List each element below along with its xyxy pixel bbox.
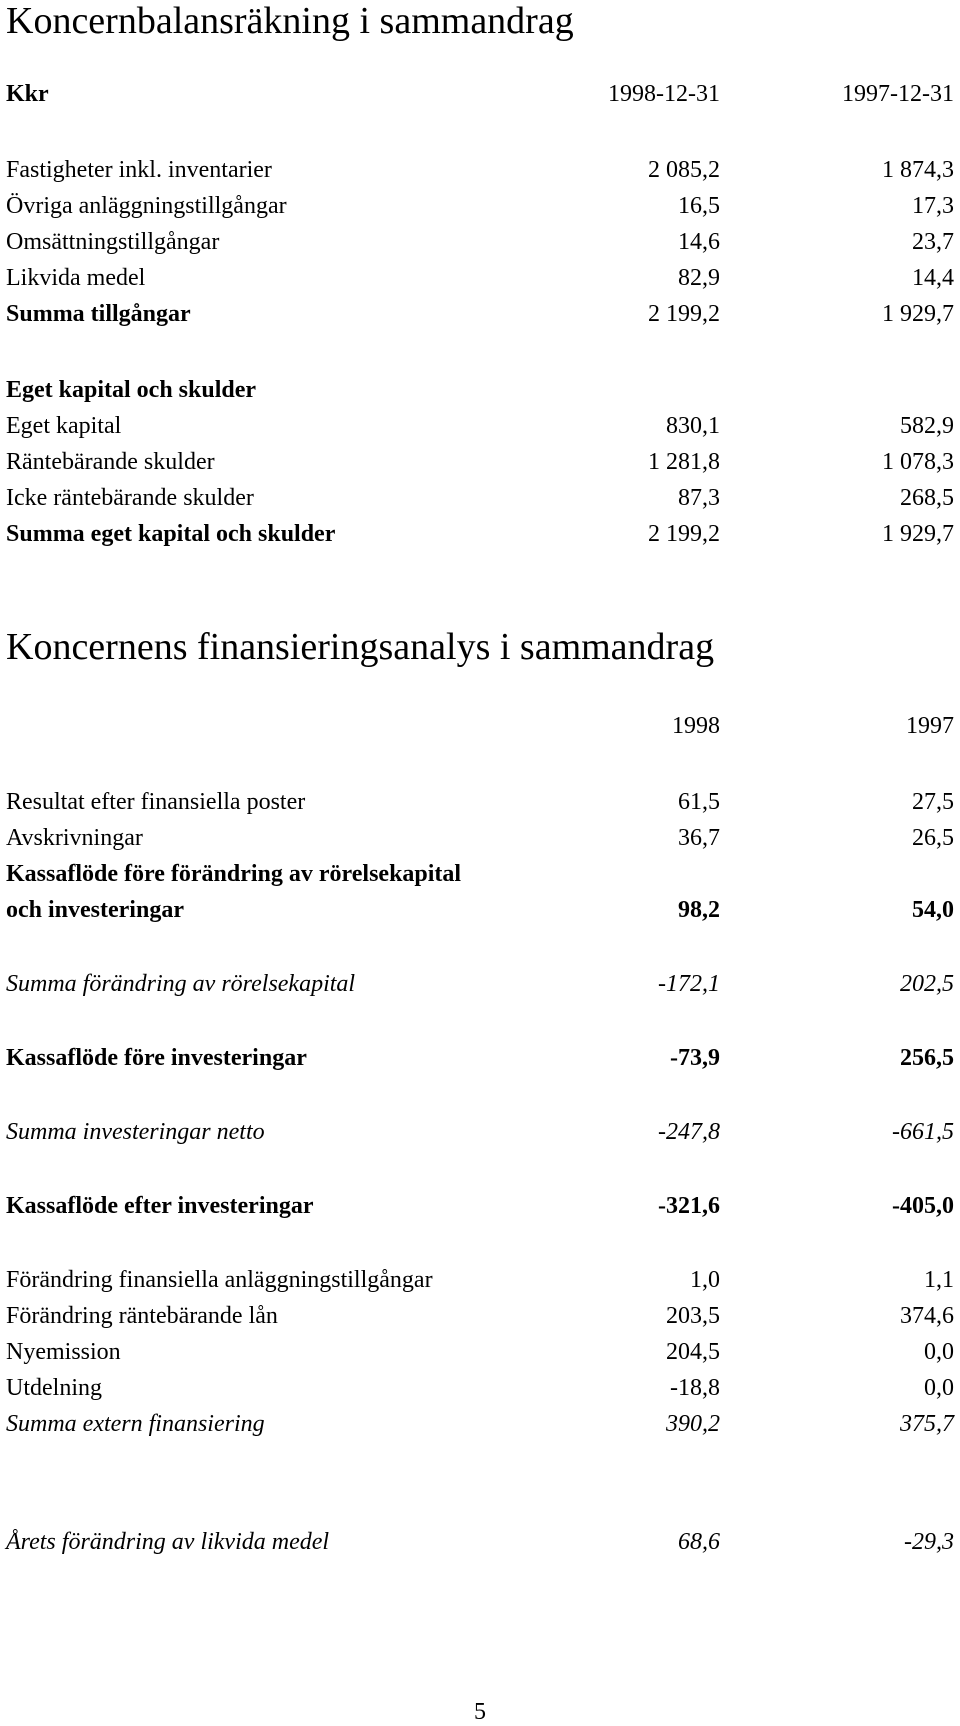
balance-header-row bbox=[0, 76, 960, 112]
row-label: Eget kapital och skulder bbox=[6, 377, 257, 403]
row-value-1997: -29,3 bbox=[904, 1529, 954, 1555]
row-label: Eget kapital bbox=[6, 413, 122, 439]
cashflow-column-1997: 1997 bbox=[906, 713, 954, 739]
row-value-1998: 16,5 bbox=[678, 193, 720, 219]
row-value-1997: 26,5 bbox=[912, 825, 954, 851]
row-label: Utdelning bbox=[6, 1375, 102, 1401]
cashflow-column-1998: 1998 bbox=[672, 713, 720, 739]
row-value-1997: 1 078,3 bbox=[882, 449, 954, 475]
row-value-1997: 14,4 bbox=[912, 265, 954, 291]
sum-row bbox=[0, 1406, 960, 1442]
table-row bbox=[0, 820, 960, 856]
row-value-1998: 830,1 bbox=[666, 413, 720, 439]
row-value-1997: 27,5 bbox=[912, 789, 954, 815]
row-value-1998: 82,9 bbox=[678, 265, 720, 291]
sum-row bbox=[0, 1524, 960, 1560]
row-value-1998: 1 281,8 bbox=[648, 449, 720, 475]
section-subheading bbox=[0, 372, 960, 408]
row-label: Nyemission bbox=[6, 1339, 121, 1365]
row-value-1998: -73,9 bbox=[670, 1045, 720, 1071]
row-value-1997: -405,0 bbox=[892, 1193, 954, 1219]
table-row bbox=[0, 444, 960, 480]
row-label: Summa investeringar netto bbox=[6, 1119, 265, 1145]
row-label: Räntebärande skulder bbox=[6, 449, 215, 475]
row-value-1997: 0,0 bbox=[924, 1339, 954, 1365]
table-row bbox=[0, 260, 960, 296]
row-value-1998: 390,2 bbox=[666, 1411, 720, 1437]
total-row bbox=[0, 296, 960, 332]
table-row bbox=[0, 1334, 960, 1370]
row-label: Omsättningstillgångar bbox=[6, 229, 220, 255]
row-label: Årets förändring av likvida medel bbox=[6, 1529, 330, 1555]
cashflow-header-row bbox=[0, 708, 960, 744]
row-label: Summa eget kapital och skulder bbox=[6, 521, 336, 547]
row-label: och investeringar bbox=[6, 897, 184, 923]
cashflow-title: Koncernens finansieringsanalys i sammandrag bbox=[6, 626, 715, 668]
row-value-1997: 582,9 bbox=[900, 413, 954, 439]
subtotal-row bbox=[0, 856, 960, 892]
subtotal-row bbox=[0, 1188, 960, 1224]
row-value-1998: -18,8 bbox=[670, 1375, 720, 1401]
row-value-1997: 1 874,3 bbox=[882, 157, 954, 183]
row-value-1997: -661,5 bbox=[892, 1119, 954, 1145]
row-value-1998: 203,5 bbox=[666, 1303, 720, 1329]
subtotal-row bbox=[0, 892, 960, 928]
row-label: Likvida medel bbox=[6, 265, 146, 291]
row-value-1998: 14,6 bbox=[678, 229, 720, 255]
balance-column-1998: 1998-12-31 bbox=[608, 81, 720, 107]
table-row bbox=[0, 224, 960, 260]
row-label: Kassaflöde efter investeringar bbox=[6, 1193, 314, 1219]
row-value-1997: 1,1 bbox=[924, 1267, 954, 1293]
row-label: Förändring finansiella anläggningstillgångar bbox=[6, 1267, 433, 1293]
sum-row bbox=[0, 966, 960, 1002]
row-value-1998: -247,8 bbox=[658, 1119, 720, 1145]
row-value-1997: 375,7 bbox=[900, 1411, 954, 1437]
table-row bbox=[0, 1298, 960, 1334]
row-label: Summa tillgångar bbox=[6, 301, 191, 327]
row-value-1997: 1 929,7 bbox=[882, 521, 954, 547]
row-value-1997: 268,5 bbox=[900, 485, 954, 511]
row-label: Fastigheter inkl. inventarier bbox=[6, 157, 272, 183]
row-label: Övriga anläggningstillgångar bbox=[6, 193, 287, 219]
row-value-1998: 36,7 bbox=[678, 825, 720, 851]
table-row bbox=[0, 188, 960, 224]
row-value-1998: 1,0 bbox=[690, 1267, 720, 1293]
row-value-1997: 23,7 bbox=[912, 229, 954, 255]
table-row bbox=[0, 408, 960, 444]
total-row bbox=[0, 516, 960, 552]
row-value-1997: 17,3 bbox=[912, 193, 954, 219]
row-value-1998: -172,1 bbox=[658, 971, 720, 997]
row-value-1997: 1 929,7 bbox=[882, 301, 954, 327]
row-label: Resultat efter finansiella poster bbox=[6, 789, 306, 815]
row-value-1997: 202,5 bbox=[900, 971, 954, 997]
row-label: Kassaflöde före förändring av rörelsekapital bbox=[6, 861, 462, 887]
row-value-1998: 2 199,2 bbox=[648, 301, 720, 327]
row-value-1998: 204,5 bbox=[666, 1339, 720, 1365]
row-label: Summa förändring av rörelsekapital bbox=[6, 971, 356, 997]
balance-unit-label: Kkr bbox=[6, 81, 49, 107]
row-label: Avskrivningar bbox=[6, 825, 143, 851]
balance-sheet-title: Koncernbalansräkning i sammandrag bbox=[6, 0, 574, 42]
row-value-1998: 68,6 bbox=[678, 1529, 720, 1555]
row-value-1998: 2 085,2 bbox=[648, 157, 720, 183]
row-value-1998: 87,3 bbox=[678, 485, 720, 511]
row-label: Summa extern finansiering bbox=[6, 1411, 265, 1437]
row-label: Kassaflöde före investeringar bbox=[6, 1045, 307, 1071]
row-value-1998: 98,2 bbox=[678, 897, 720, 923]
balance-column-1997: 1997-12-31 bbox=[842, 81, 954, 107]
row-value-1998: 2 199,2 bbox=[648, 521, 720, 547]
table-row bbox=[0, 152, 960, 188]
table-row bbox=[0, 480, 960, 516]
row-value-1998: -321,6 bbox=[658, 1193, 720, 1219]
sum-row bbox=[0, 1114, 960, 1150]
page-number: 5 bbox=[474, 1699, 486, 1725]
row-value-1997: 0,0 bbox=[924, 1375, 954, 1401]
table-row bbox=[0, 784, 960, 820]
row-value-1997: 256,5 bbox=[900, 1045, 954, 1071]
row-value-1998: 61,5 bbox=[678, 789, 720, 815]
row-label: Förändring räntebärande lån bbox=[6, 1303, 278, 1329]
row-value-1997: 374,6 bbox=[900, 1303, 954, 1329]
subtotal-row bbox=[0, 1040, 960, 1076]
row-label: Icke räntebärande skulder bbox=[6, 485, 254, 511]
table-row bbox=[0, 1262, 960, 1298]
row-value-1997: 54,0 bbox=[912, 897, 954, 923]
table-row bbox=[0, 1370, 960, 1406]
